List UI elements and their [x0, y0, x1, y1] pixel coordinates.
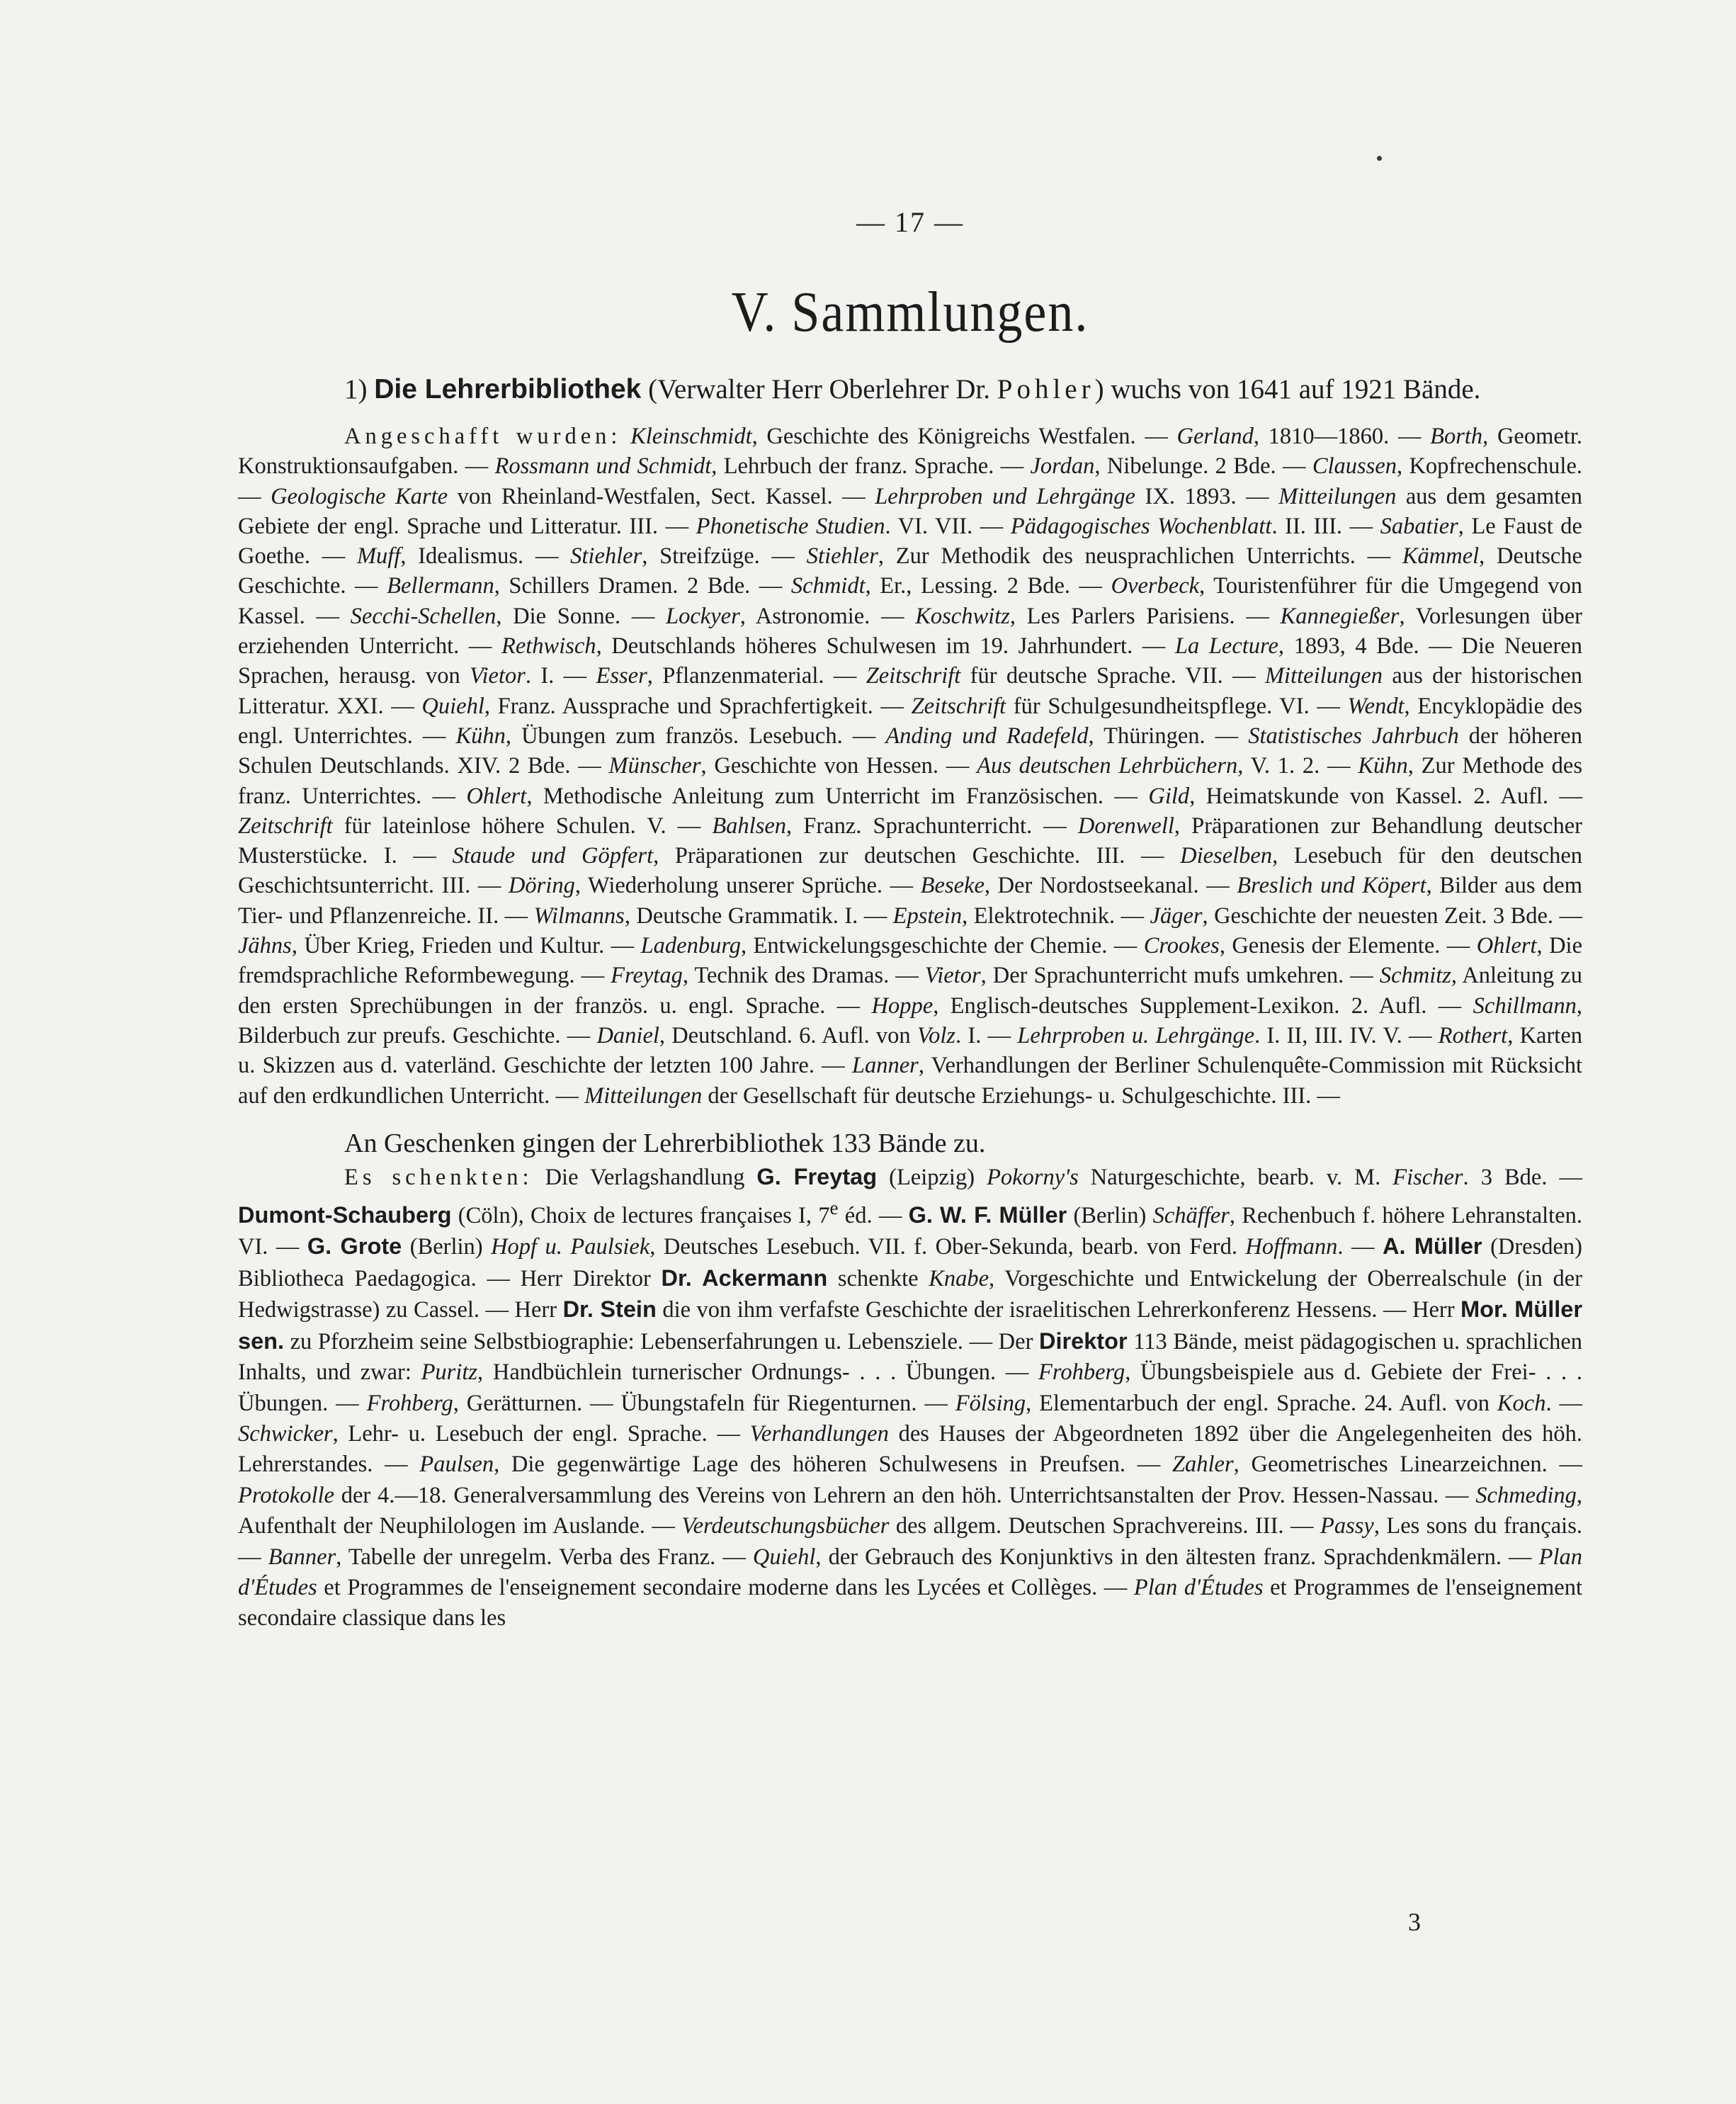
acquired-body: Kleinschmidt, Geschichte des Königreichs Westfalen. — Gerland, 1810—1860. — Borth, Geometr. Konstruktionsaufgaben. — Rossmann und Schmidt, Lehrbuch der franz. Sprache. — Jordan, Nibelunge. 2 Bde. — Claussen, Kopfrechenschule. — Geologische Karte von Rheinland-Westfalen, Sect. Kassel. — Lehrproben und Lehrgänge IX. 1893. — Mitteilungen aus dem gesamten Gebiete der engl. Sprache und Litteratur. III. — Phonetische Studien. VI. VII. — Pädagogisches Wochenblatt. II. III. — Sabatier, Le Faust de Goethe. — Muff, Idealismus. — Stiehler, Streifzüge. — Stiehler, Zur Methodik des neusprachlichen Unterrichts. — Kämmel, Deutsche Geschichte. — Bellermann, Schillers Dramen. 2 Bde. — Schmidt, Er., Lessing. 2 Bde. — Overbeck, Touristenführer für die Umgegend von Kassel. — Secchi-Schellen, Die Sonne. — Lockyer, Astronomie. — Koschwitz, Les Parlers Parisiens. — Kannegießer, Vorlesungen über erziehenden Unterricht. — Rethwisch, Deutschlands höheres Schulwesen im 19. Jahrhundert. — La Lecture, 1893, 4 Bde. — Die Neueren Sprachen, herausg. von Vietor. I. — Esser, Pflanzenmaterial. — Zeitschrift für deutsche Sprache. VII. — Mitteilungen aus der historischen Litteratur. XXI. — Quiehl, Franz. Aussprache und Sprachfertigkeit. — Zeitschrift für Schulgesundheitspflege. VI. — Wendt, Encyklopädie des engl. Unterrichtes. — Kühn, Übungen zum französ. Lesebuch. — Anding und Radefeld, Thüringen. — Statistisches Jahrbuch der höheren Schulen Deutschlands. XIV. 2 Bde. — Münscher, Geschichte von Hessen. — Aus deutschen Lehrbüchern, V. 1. 2. — Kühn, Zur Methode des franz. Unterrichtes. — Ohlert, Methodische Anleitung zum Unterricht im Französischen. — Gild, Heimatskunde von Kassel. 2. Aufl. — Zeitschrift für lateinlose höhere Schulen. V. — Bahlsen, Franz. Sprachunterricht. — Dorenwell, Präparationen zur Behandlung deutscher Musterstücke. I. — Staude und Göpfert, Präparationen zur deutschen Geschichte. III. — Dieselben, Lesebuch für den deutschen Geschichtsunterricht. III. — Döring, Wiederholung unserer Sprüche. — Beseke, Der Nordostseekanal. — Breslich und Köpert, Bilder aus dem Tier- und Pflanzenreiche. II. — Wilmanns, Deutsche Grammatik. I. — Epstein, Elektrotechnik. — Jäger, Geschichte der neuesten Zeit. 3 Bde. — Jähns, Über Krieg, Frieden und Kultur. — Ladenburg, Entwickelungsgeschichte der Chemie. — Crookes, Genesis der Elemente. — Ohlert, Die fremdsprachliche Reformbewegung. — Freytag, Technik des Dramas. — Vietor, Der Sprachunterricht mufs umkehren. — Schmitz, Anleitung zu den ersten Sprechübungen in der französ. u. engl. Sprache. — Hoppe, Englisch-deutsches Supplement-Lexikon. 2. Aufl. — Schillmann, Bilderbuch zur preufs. Geschichte. — Daniel, Deutschland. 6. Aufl. von Volz. I. — Lehrproben u. Lehrgänge. I. II, III. IV. V. — Rothert, Karten u. Skizzen aus d. vaterländ. Geschichte der letzten 100 Jahre. — Lanner, Verhandlungen der Berliner Schulenquête-Commission mit Rücksicht auf den erdkundlichen Unterricht. — Mitteilungen der Gesellschaft für deutsche Erziehungs- u. Schulgeschichte. III. — [238, 424, 1583, 1109]
intro-heading: Die Lehrerbibliothek [374, 374, 642, 405]
intro-number: 1) [344, 374, 368, 405]
acquired-list [238, 422, 1582, 1111]
gifts-body: Die Verlagshandlung G. Freytag (Leipzig) Pokorny's Naturgeschichte, bearb. v. M. Fischer. 3 Bde. — Dumont-Schauberg (Cöln), Choix de lectures françaises I, 7e éd. — G. W. F. Müller (Berlin) Schäffer, Rechenbuch f. höhere Lehranstalten. VI. — G. Grote (Berlin) Hopf u. Paulsiek, Deutsches Lesebuch. VII. f. Ober-Sekunda, bearb. von Ferd. Hoffmann. — A. Müller (Dresden) Bibliotheca Paedagogica. — Herr Direktor Dr. Ackermann schenkte Knabe, Vorgeschichte und Entwickelung der Oberrealschule (in der Hedwigstrasse) zu Cassel. — Herr Dr. Stein die von ihm verfafste Geschichte der israelitischen Lehrerkonferenz Hessens. — Herr Mor. Müller sen. zu Pforzheim seine Selbstbiographie: Lebenserfahrungen u. Lebensziele. — Der Direktor 113 Bände, meist pädagogischen u. sprachlichen Inhalts, und zwar: Puritz, Handbüchlein turnerischer Ordnungs- . . . Übungen. — Frohberg, Übungsbeispiele aus d. Gebiete der Frei- . . . Übungen. — Frohberg, Gerätturnen. — Übungstafeln für Riegenturnen. — Fölsing, Elementarbuch der engl. Sprache. 24. Aufl. von Koch. — Schwicker, Lehr- u. Lesebuch der engl. Sprache. — Verhandlungen des Hauses der Abgeordneten 1892 über die Angelegenheiten des höh. Lehrerstandes. — Paulsen, Die gegenwärtige Lage des höheren Schulwesens in Preufsen. — Zahler, Geometrisches Linearzeichnen. — Protokolle der 4.—18. Generalversammlung des Vereins von Lehrern an den höh. Unterrichtsanstalten der Prov. Hessen-Nassau. — Schmeding, Aufenthalt der Neuphilologen im Auslande. — Verdeutschungsbücher des allgem. Deutschen Sprachvereins. III. — Passy, Les sons du français. — Banner, Tabelle der unregelm. Verba des Franz. — Quiehl, der Gebrauch des Konjunktivs in den ältesten franz. Sprachdenkmälern. — Plan d'Études et Programmes de l'enseignement secondaire moderne dans les Lycées et Collèges. — Plan d'Études et Programmes de l'enseignement secondaire classique dans les [238, 1163, 1583, 1631]
document-page [238, 205, 1582, 1634]
page-number: — 17 — [856, 206, 964, 238]
print-speck [1377, 156, 1382, 161]
acquired-label: Angeschafft wurden: [344, 424, 622, 449]
section-title: V. Sammlungen. [731, 280, 1089, 344]
intro-paragraph [238, 370, 1582, 409]
signature-mark: 3 [1408, 1908, 1421, 1936]
intro-name: Pohler [997, 374, 1095, 405]
gifts-heading: An Geschenken gingen der Lehrerbibliothek 133 Bände zu. [344, 1128, 986, 1158]
gifts-list [238, 1162, 1582, 1634]
gifts-label: Es schenkten: [344, 1164, 533, 1190]
intro-text-a: (Verwalter Herr Oberlehrer Dr. [648, 374, 990, 405]
intro-text-b: ) wuchs von 1641 auf 1921 Bände. [1094, 374, 1481, 405]
